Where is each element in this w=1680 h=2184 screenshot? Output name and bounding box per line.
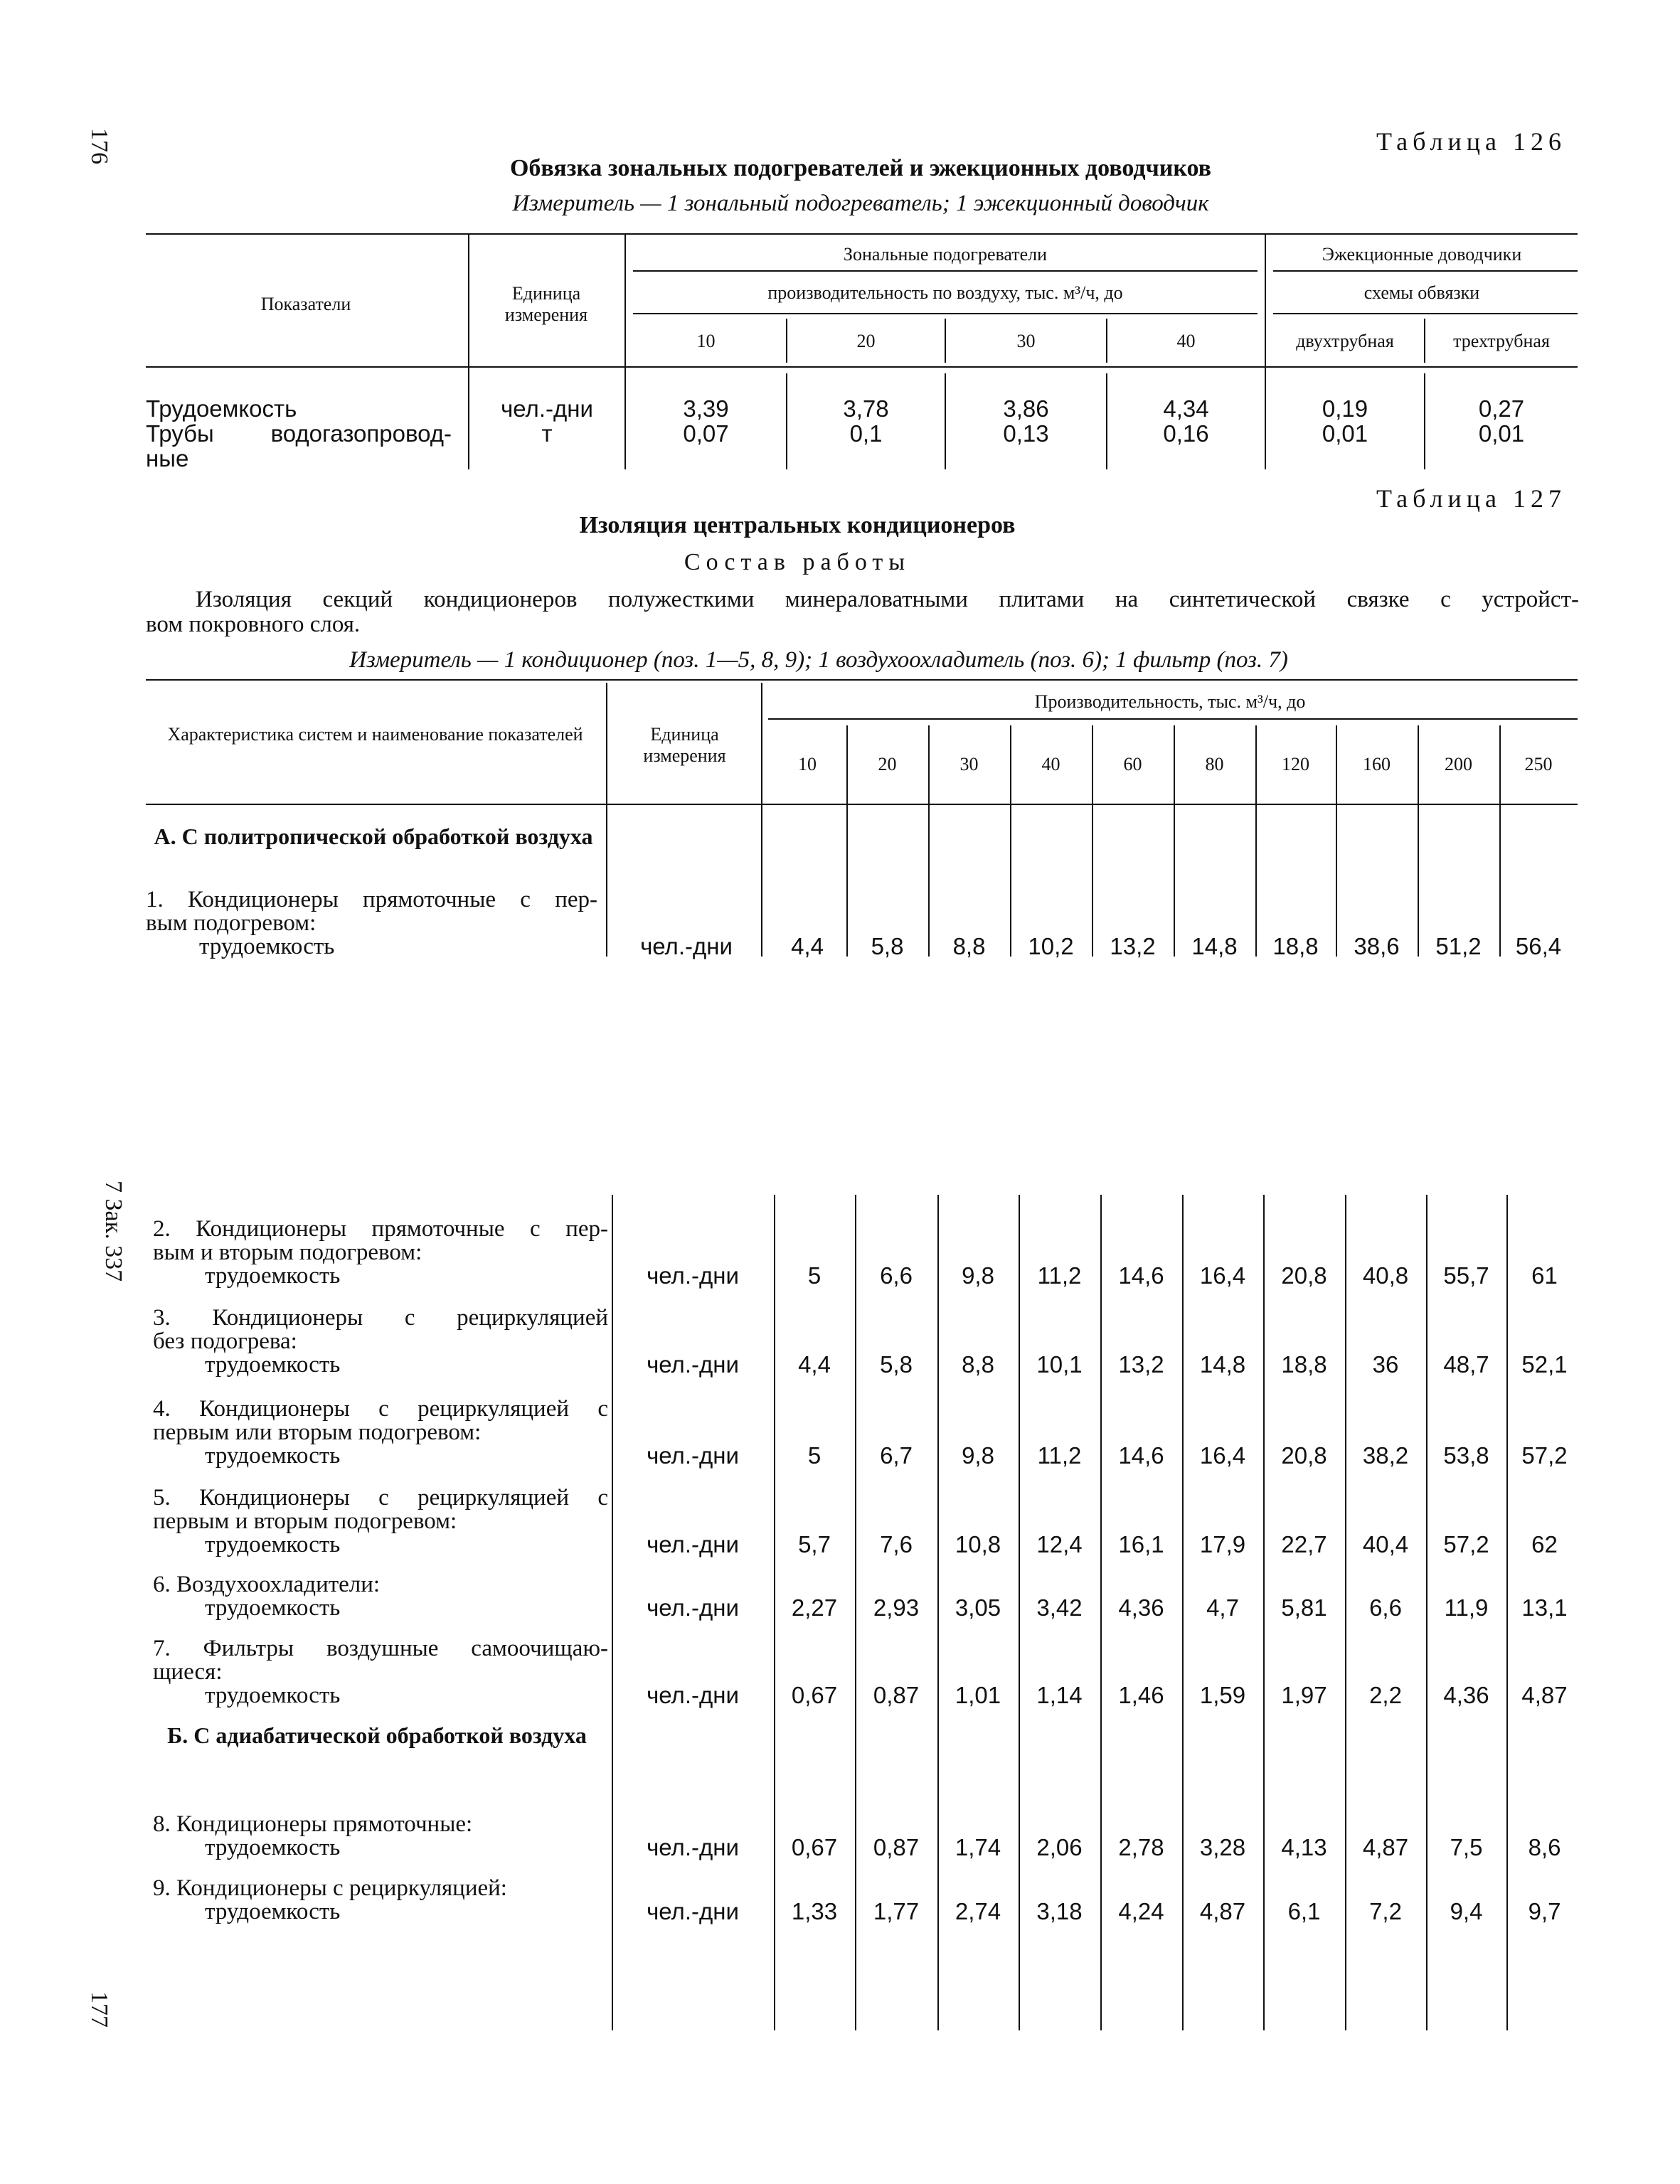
t126-cell: 4,34 xyxy=(1163,395,1209,422)
t127-cell: 17,9 xyxy=(1199,1531,1246,1557)
t127-col-header: 160 xyxy=(1363,754,1391,774)
t126-cell: 0,07 xyxy=(683,420,729,447)
t127-row7-line3: трудоемкость xyxy=(205,1683,341,1708)
t127-col-header: 10 xyxy=(798,754,817,774)
t127-cell: 14,6 xyxy=(1118,1442,1164,1469)
composition-title: Состав работы xyxy=(684,549,911,575)
section-a-heading: А. С политропической обработкой воздуха xyxy=(154,824,593,849)
page-number-bottom: 177 xyxy=(86,1991,112,2028)
t127-cell: 12,4 xyxy=(1036,1531,1083,1557)
t127-row7-line2: щиеся: xyxy=(153,1659,223,1685)
t127-row7-line1: 7. Фильтры воздушные самоочищаю- xyxy=(153,1636,608,1661)
t126-col-three-pipe: трехтрубная xyxy=(1453,331,1550,351)
t127-cell: 7,2 xyxy=(1369,1898,1402,1924)
t127-cell: 7,6 xyxy=(880,1531,913,1557)
t127-cell: 51,2 xyxy=(1435,933,1482,959)
t127-row2-line3: трудоемкость xyxy=(205,1263,341,1289)
t126-col-20: 20 xyxy=(856,331,876,351)
t127-cell: 1,14 xyxy=(1036,1682,1083,1708)
t127-cell: 4,4 xyxy=(791,933,824,959)
t127-row-unit: чел.-дни xyxy=(647,1442,739,1469)
t126-col-10: 10 xyxy=(696,331,716,351)
t127-row5-line2: первым и вторым подогревом: xyxy=(153,1508,457,1534)
section-b-heading: Б. С адиабатической обработкой воздуха xyxy=(167,1722,587,1748)
t127-cell: 0,67 xyxy=(791,1834,838,1860)
t126-row-name: Трудоемкость xyxy=(146,395,297,422)
t127-row6-line2: трудоемкость xyxy=(205,1595,341,1621)
t127-cell: 52,1 xyxy=(1521,1351,1568,1378)
t126-header-zonal: Зональные подогреватели xyxy=(843,244,1048,265)
t127-cell: 16,4 xyxy=(1199,1442,1246,1469)
table-127-label: Таблица 127 xyxy=(1376,484,1566,513)
t127-row5-line3: трудоемкость xyxy=(205,1532,341,1557)
t127-cell: 0,87 xyxy=(873,1834,920,1860)
t126-cell: 0,19 xyxy=(1322,395,1368,422)
t126-cell: 0,27 xyxy=(1478,395,1525,422)
t127-row1-line1: 1. Кондиционеры прямоточные с пер- xyxy=(146,887,597,912)
t127-cell: 2,74 xyxy=(955,1898,1001,1924)
t127-cell: 18,8 xyxy=(1272,933,1319,959)
t127-cell: 11,2 xyxy=(1037,1262,1082,1289)
t127-cell: 2,78 xyxy=(1118,1834,1164,1860)
t127-cell: 20,8 xyxy=(1281,1442,1327,1469)
t127-cell: 3,05 xyxy=(955,1594,1001,1621)
t126-row-name-cont: ные xyxy=(146,445,189,472)
t127-cell: 3,28 xyxy=(1199,1834,1246,1860)
t126-cell: 3,39 xyxy=(683,395,729,422)
t127-cell: 1,77 xyxy=(873,1898,920,1924)
t127-row6-line1: 6. Воздухоохладители: xyxy=(153,1572,381,1597)
t127-row-unit: чел.-дни xyxy=(647,1834,739,1860)
t127-col-header: 60 xyxy=(1123,754,1142,774)
t127-row2-line2: вым и вторым подогревом: xyxy=(153,1240,422,1265)
t127-row2-line1: 2. Кондиционеры прямоточные с пер- xyxy=(153,1216,608,1242)
t127-col-header: 30 xyxy=(959,754,979,774)
t127-cell: 2,2 xyxy=(1369,1682,1402,1708)
t127-cell: 5,8 xyxy=(880,1351,913,1378)
order-number: 7 Зак. 337 xyxy=(100,1181,127,1282)
t127-row-unit: чел.-дни xyxy=(647,1594,739,1621)
t127-col-header: 40 xyxy=(1041,754,1060,774)
t127-cell: 8,8 xyxy=(952,933,986,959)
t127-col-header: 20 xyxy=(878,754,897,774)
t127-cell: 11,9 xyxy=(1444,1594,1489,1621)
t126-row-unit: т xyxy=(541,420,553,447)
t127-cell: 10,1 xyxy=(1036,1351,1083,1378)
t127-cell: 9,7 xyxy=(1528,1898,1561,1924)
t127-row-unit: чел.-дни xyxy=(647,1262,739,1289)
t127-cell: 0,87 xyxy=(873,1682,920,1708)
t127-cell: 14,6 xyxy=(1118,1262,1164,1289)
t127-col-header: 200 xyxy=(1445,754,1472,774)
t127-cell: 4,36 xyxy=(1118,1594,1164,1621)
t127-cell: 4,87 xyxy=(1521,1682,1568,1708)
t127-cell: 1,74 xyxy=(955,1834,1001,1860)
t127-cell: 4,87 xyxy=(1362,1834,1409,1860)
t126-cell: 3,78 xyxy=(843,395,889,422)
t127-row1-line3: трудоемкость xyxy=(199,934,335,959)
t127-cell: 18,8 xyxy=(1281,1351,1327,1378)
t127-row3-line3: трудоемкость xyxy=(205,1352,341,1378)
t126-header-zonal-sub: производительность по воздуху, тыс. м³/ч, до xyxy=(767,282,1123,303)
t127-cell: 20,8 xyxy=(1281,1262,1327,1289)
table-126-title: Обвязка зональных подогревателей и эжекционных доводчиков xyxy=(509,155,1212,181)
t127-cell: 61 xyxy=(1531,1262,1558,1289)
t127-row-unit: чел.-дни xyxy=(647,1351,739,1378)
t127-cell: 48,7 xyxy=(1443,1351,1489,1378)
t127-cell: 6,6 xyxy=(880,1262,913,1289)
t127-cell: 5 xyxy=(807,1442,822,1469)
t127-col-header: 120 xyxy=(1282,754,1309,774)
t127-col-header: 80 xyxy=(1205,754,1224,774)
t126-header-ejector: Эжекционные доводчики xyxy=(1322,244,1522,265)
t127-col-header: 250 xyxy=(1524,754,1553,774)
composition-text-1: Изоляция секций кондиционеров полужесткими минераловатными плитами на синтетической связке с устройст- xyxy=(196,587,1579,612)
t127-row1-unit: чел.-дни xyxy=(640,933,733,959)
t127-cell: 16,1 xyxy=(1118,1531,1164,1557)
t127-cell: 4,36 xyxy=(1443,1682,1489,1708)
t127-cell: 22,7 xyxy=(1281,1531,1327,1557)
t127-row3-line2: без подогрева: xyxy=(153,1328,297,1354)
t127-cell: 40,8 xyxy=(1362,1262,1409,1289)
t127-cell: 53,8 xyxy=(1443,1442,1489,1469)
t127-cell: 4,87 xyxy=(1199,1898,1246,1924)
t127-cell: 9,8 xyxy=(962,1442,994,1469)
t127-cell: 5,7 xyxy=(798,1531,831,1557)
t127-cell: 6,1 xyxy=(1287,1898,1321,1924)
t127-cell: 13,2 xyxy=(1118,1351,1164,1378)
t127-cell: 1,01 xyxy=(955,1682,1001,1708)
t126-cell: 0,13 xyxy=(1003,420,1049,447)
t127-cell: 56,4 xyxy=(1515,933,1562,959)
t127-cell: 38,6 xyxy=(1354,933,1400,959)
t127-cell: 36 xyxy=(1372,1351,1399,1378)
t126-cell: 0,16 xyxy=(1163,420,1209,447)
t127-cell: 5,8 xyxy=(871,933,904,959)
t127-cell: 57,2 xyxy=(1443,1531,1489,1557)
table-126-measure: Измеритель — 1 зональный подогреватель; 1 эжекционный доводчик xyxy=(512,191,1209,216)
table-127-title: Изоляция центральных кондиционеров xyxy=(579,512,1016,538)
t126-cell: 0,1 xyxy=(849,420,883,447)
t127-cell: 1,59 xyxy=(1199,1682,1246,1708)
t127-cell: 13,1 xyxy=(1521,1594,1568,1621)
t127-cell: 13,2 xyxy=(1110,933,1156,959)
t127-cell: 10,2 xyxy=(1028,933,1074,959)
t127-cell: 38,2 xyxy=(1362,1442,1409,1469)
t127-row4-line1: 4. Кондиционеры с рециркуляцией с xyxy=(153,1396,608,1422)
t127-cell: 1,33 xyxy=(791,1898,838,1924)
t127-row-unit: чел.-дни xyxy=(647,1531,739,1557)
t126-cell: 0,01 xyxy=(1478,420,1525,447)
t126-header-ejector-sub: схемы обвязки xyxy=(1363,282,1480,303)
t127-cell: 14,8 xyxy=(1191,933,1238,959)
t127-cell: 4,13 xyxy=(1281,1834,1327,1860)
t127-row1-line2: вым подогревом: xyxy=(146,910,317,936)
t127-cell: 2,27 xyxy=(791,1594,838,1621)
t127-cell: 9,8 xyxy=(962,1262,994,1289)
composition-text-2: вом покровного слоя. xyxy=(146,612,361,637)
t126-col-two-pipe: двухтрубная xyxy=(1296,331,1394,351)
t127-cell: 0,67 xyxy=(791,1682,838,1708)
t127-cell: 5,81 xyxy=(1281,1594,1327,1621)
t127-cell: 6,7 xyxy=(880,1442,913,1469)
t127-cell: 6,6 xyxy=(1369,1594,1402,1621)
t127-cell: 3,18 xyxy=(1036,1898,1083,1924)
t126-row-unit: чел.-дни xyxy=(501,395,593,422)
t126-header-unit: Единица измерения xyxy=(504,283,588,325)
t126-cell: 0,01 xyxy=(1322,420,1368,447)
t127-row8-line2: трудоемкость xyxy=(205,1835,341,1860)
t127-row9-line1: 9. Кондиционеры с рециркуляцией: xyxy=(153,1875,507,1901)
t127-cell: 11,2 xyxy=(1037,1442,1082,1469)
t127-header-capacity: Производительность, тыс. м³/ч, до xyxy=(1034,691,1306,712)
t127-cell: 9,4 xyxy=(1450,1898,1483,1924)
t127-cell: 55,7 xyxy=(1443,1262,1489,1289)
t126-col-30: 30 xyxy=(1016,331,1036,351)
t127-row8-line1: 8. Кондиционеры прямоточные: xyxy=(153,1811,473,1837)
t127-header-characteristic: Характеристика систем и наименование показателей xyxy=(167,724,583,745)
t127-cell: 2,93 xyxy=(873,1594,920,1621)
t127-header-unit: Единица измерения xyxy=(643,724,726,766)
t127-cell: 4,24 xyxy=(1118,1898,1164,1924)
t126-row-name: Трубы водогазопровод- xyxy=(146,420,452,447)
t127-cell: 57,2 xyxy=(1521,1442,1568,1469)
t127-cell: 1,46 xyxy=(1118,1682,1164,1708)
t127-cell: 14,8 xyxy=(1199,1351,1246,1378)
t127-cell: 2,06 xyxy=(1036,1834,1083,1860)
table-127-measure: Измеритель — 1 кондиционер (поз. 1—5, 8, 9); 1 воздухоохладитель (поз. 6); 1 фильтр (поз. 7) xyxy=(349,647,1288,673)
t127-cell: 7,5 xyxy=(1450,1834,1483,1860)
t127-row4-line2: первым или вторым подогревом: xyxy=(153,1419,482,1445)
t126-cell: 3,86 xyxy=(1003,395,1049,422)
t126-col-40: 40 xyxy=(1176,331,1196,351)
t127-cell: 10,8 xyxy=(955,1531,1001,1557)
t127-cell: 4,7 xyxy=(1206,1594,1239,1621)
t127-cell: 40,4 xyxy=(1362,1531,1409,1557)
page-number-top: 176 xyxy=(86,128,112,164)
t127-cell: 8,6 xyxy=(1528,1834,1561,1860)
t127-cell: 62 xyxy=(1531,1531,1558,1557)
t127-cell: 16,4 xyxy=(1199,1262,1246,1289)
t127-cell: 8,8 xyxy=(962,1351,994,1378)
t127-row-unit: чел.-дни xyxy=(647,1682,739,1708)
t127-row4-line3: трудоемкость xyxy=(205,1443,341,1469)
table-126-label: Таблица 126 xyxy=(1376,127,1566,156)
t127-row3-line1: 3. Кондиционеры с рециркуляцией xyxy=(153,1305,608,1331)
t126-header-indicators: Показатели xyxy=(260,294,351,314)
t127-row5-line1: 5. Кондиционеры с рециркуляцией с xyxy=(153,1485,608,1511)
t127-row-unit: чел.-дни xyxy=(647,1898,739,1924)
t127-cell: 1,97 xyxy=(1281,1682,1327,1708)
t127-row9-line2: трудоемкость xyxy=(205,1899,341,1924)
t127-cell: 3,42 xyxy=(1036,1594,1083,1621)
t127-cell: 4,4 xyxy=(798,1351,831,1378)
t127-cell: 5 xyxy=(807,1262,822,1289)
